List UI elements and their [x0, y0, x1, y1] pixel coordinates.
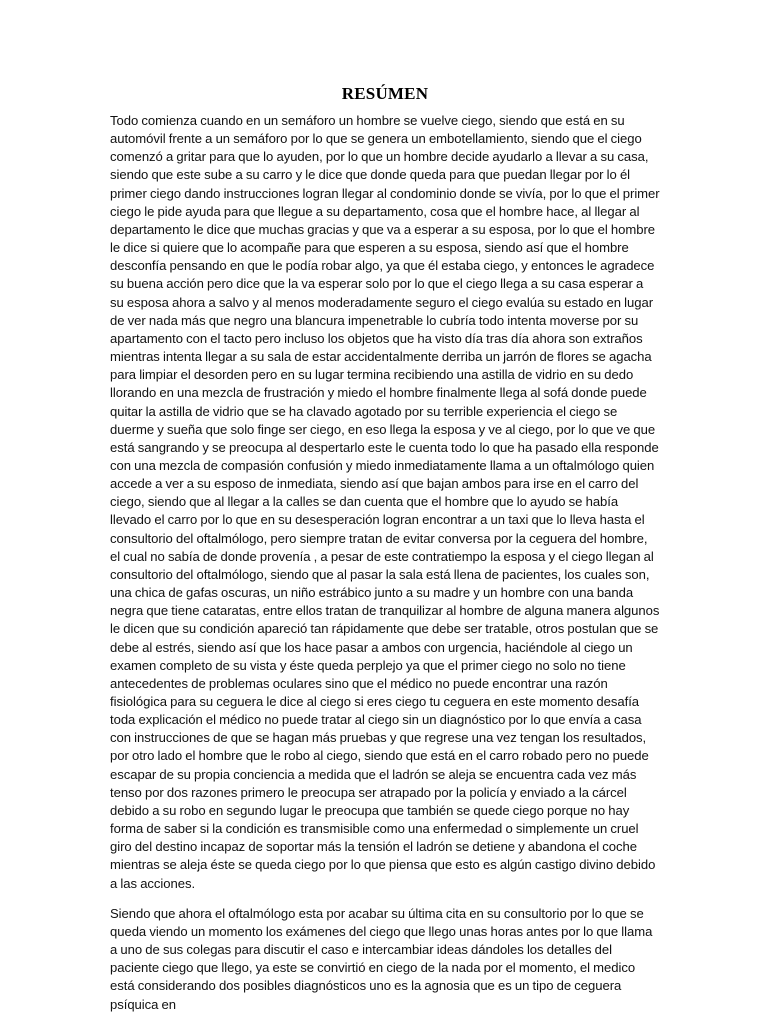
paragraph-2: Siendo que ahora el oftalmólogo esta por acabar su última cita en su consultorio por lo que se queda viendo un momento los exámenes del ciego que llego unas horas antes por lo que llama a uno de sus colegas para discutir el caso e intercambiar ideas dándoles los detalles del paciente ciego que llego, ya este se convirtió en ciego de la nada por el momento, el medico está considerando dos posibles diagnósticos uno es la agnosia que es un tipo de ceguera psíquica en: [110, 905, 653, 1012]
paragraph-1: Todo comienza cuando en un semáforo un hombre se vuelve ciego, siendo que está en su automóvil frente a un semáforo por lo que se genera un embotellamiento, siendo que el ciego comenzó a gritar para que lo ayuden, por lo que un hombre decide ayudarlo a llevar a su casa, siendo que este sube a su carro y le dice que donde queda para que puedan llegar por lo él primer ciego dando instrucciones logran llegar al condominio donde se vivía, por lo que el primer ciego le pide ayuda para que llegue a su departamento, cosa que el hombre hace, al llegar al departamento le dice que muchas gracias y que va a esperar a su esposa, por lo que el hombre le dice si quiere que lo acompañe para que esperen a su esposa, siendo así que el hombre desconfía pensando en que le podía robar algo, ya que él estaba ciego, y entonces le agradece su buena acción pero dice que la va esperar solo por lo que el ciego llega a su casa esperar a su esposa ahora a salvo y al menos moderadamente seguro el ciego evalúa su estado en lugar de ver nada más que negro una blancura impenetrable lo cubría todo intenta moverse por su apartamento con el tacto pero incluso los objetos que ha visto día tras día ahora son extraños mientras intenta llegar a su sala de estar accidentalmente derriba un jarrón de flores se agacha para limpiar el desorden pero en su lugar termina recibiendo una astilla de vidrio en su dedo llorando en una mezcla de frustración y miedo el hombre finalmente llega al sofá donde puede quitar la astilla de vidrio que se ha clavado agotado por su terrible experiencia el ciego se duerme y sueña que solo finge ser ciego, en eso llega la esposa y ve al ciego, por lo que ve que está sangrando y se preocupa al despertarlo este le cuenta todo lo que ha pasado ella responde con una mezcla de compasión confusión y miedo inmediatamente llama a un oftalmólogo quien accede a ver a su esposo de inmediata, siendo así que bajan ambos para irse en el carro del ciego, siendo que al llegar a la calles se dan cuenta que el hombre que lo ayudo se había llevado el carro por lo que en su desesperación logran encontrar a un taxi que lo lleva hasta el consultorio del oftalmólogo, pero siempre tratan de evitar conversa por la ceguera del hombre, el cual no sabía de donde provenía , a pesar de este contratiempo la esposa y el ciego llegan al consultorio del oftalmólogo, siendo que al pasar la sala está llena de pacientes, los cuales son, una chica de gafas oscuras, un niño estrábico junto a su madre y un hombre con una banda negra que tiene cataratas, entre ellos tratan de tranquilizar al hombre de alguna manera algunos le dicen que su condición apareció tan rápidamente que debe ser tratable, otros postulan que se debe al estrés, siendo así que los hace pasar a ambos con urgencia, haciéndole al ciego un examen completo de su vista y éste queda perplejo ya que el primer ciego no solo no tiene antecedentes de problemas oculares sino que el médico no puede encontrar una razón fisiológica para su ceguera le dice al ciego si eres ciego tu ceguera en este momento desafía toda explicación el médico no puede tratar al ciego sin un diagnóstico por lo que envía a casa con instrucciones de que se hagan más pruebas y que regrese una vez tengan los resultados, por otro lado el hombre que le robo al ciego, siendo que está en el carro robado pero no puede escapar de su propia conciencia a medida que el ladrón se aleja se encuentra cada vez más tenso por dos razones primero le preocupa ser atrapado por la policía y enviado a la cárcel debido a su robo en segundo lugar le preocupa que también se quede ciego porque no hay forma de saber si la condición es transmisible como una enfermedad o simplemente un cruel giro del destino incapaz de soportar más la tensión el ladrón se detiene y abandona el coche mientras se aleja éste se queda ciego por lo que piensa que esto es algún castigo divino debido a las acciones.: [110, 113, 660, 891]
page-title: RESÚMEN: [341, 84, 429, 103]
